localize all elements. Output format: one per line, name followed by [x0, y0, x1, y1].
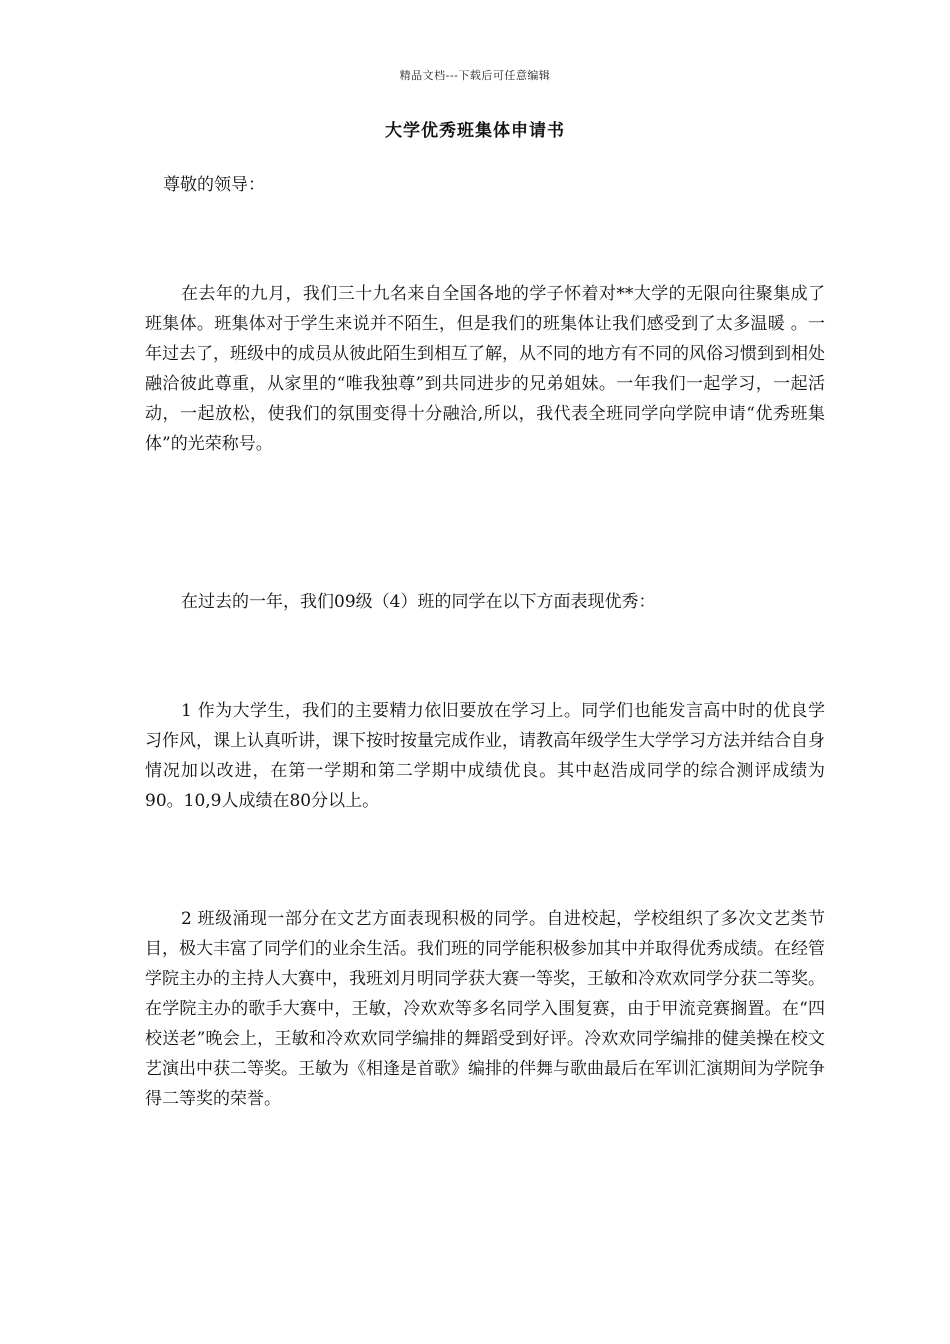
- header-note: 精品文档---下载后可任意编辑: [399, 69, 551, 82]
- paragraph-arts: 2 班级涌现一部分在文艺方面表现积极的同学。自进校起，学校组织了多次文艺类节目，极大丰富了同学们的业余生活。我们班的同学能积极参加其中并取得优秀成绩。在经管学院主办的主持人大赛中，我班刘月明同学获大赛一等奖，王敏和冷欢欢同学分获二等奖。在学院主办的歌手大赛中，王敏，冷欢欢等多名同学入围复赛，由于甲流竞赛搁置。在“四校送老”晚会上，王敏和冷欢欢同学编排的舞蹈受到好评。冷欢欢同学编排的健美操在校文艺演出中获二等奖。王敏为《相逢是首歌》编排的伴舞与歌曲最后在军训汇演期间为学院争得二等奖的荣誉。: [145, 909, 825, 1109]
- page-title: 大学优秀班集体申请书: [385, 121, 565, 141]
- paragraph-study: 1 作为大学生，我们的主要精力依旧要放在学习上。同学们也能发言高中时的优良学习作风，课上认真听讲，课下按时按量完成作业，请教高年级学生大学学习方法并结合自身情况加以改进，在第一学期和第二学期中成绩优良。其中赵浩成同学的综合测评成绩为90。10,9人成绩在80分以上。: [145, 701, 825, 811]
- paragraph-intro: 在去年的九月，我们三十九名来自全国各地的学子怀着对**大学的无限向往聚集成了班集体。班集体对于学生来说并不陌生，但是我们的班集体让我们感受到了太多温暖 。一年过去了，班级中的成员从彼此陌生到相互了解，从不同的地方有不同的风俗习惯到到相处融洽彼此尊重，从家里的“唯我独尊”到共同进步的兄弟姐妹。一年我们一起学习，一起活动，一起放松，使我们的氛围变得十分融洽,所以，我代表全班同学向学院申请“优秀班集体”的光荣称号。: [145, 284, 825, 454]
- salutation: 尊敬的领导：: [163, 175, 265, 195]
- paragraph-overview: 在过去的一年，我们09级（4）班的同学在以下方面表现优秀：: [181, 592, 656, 612]
